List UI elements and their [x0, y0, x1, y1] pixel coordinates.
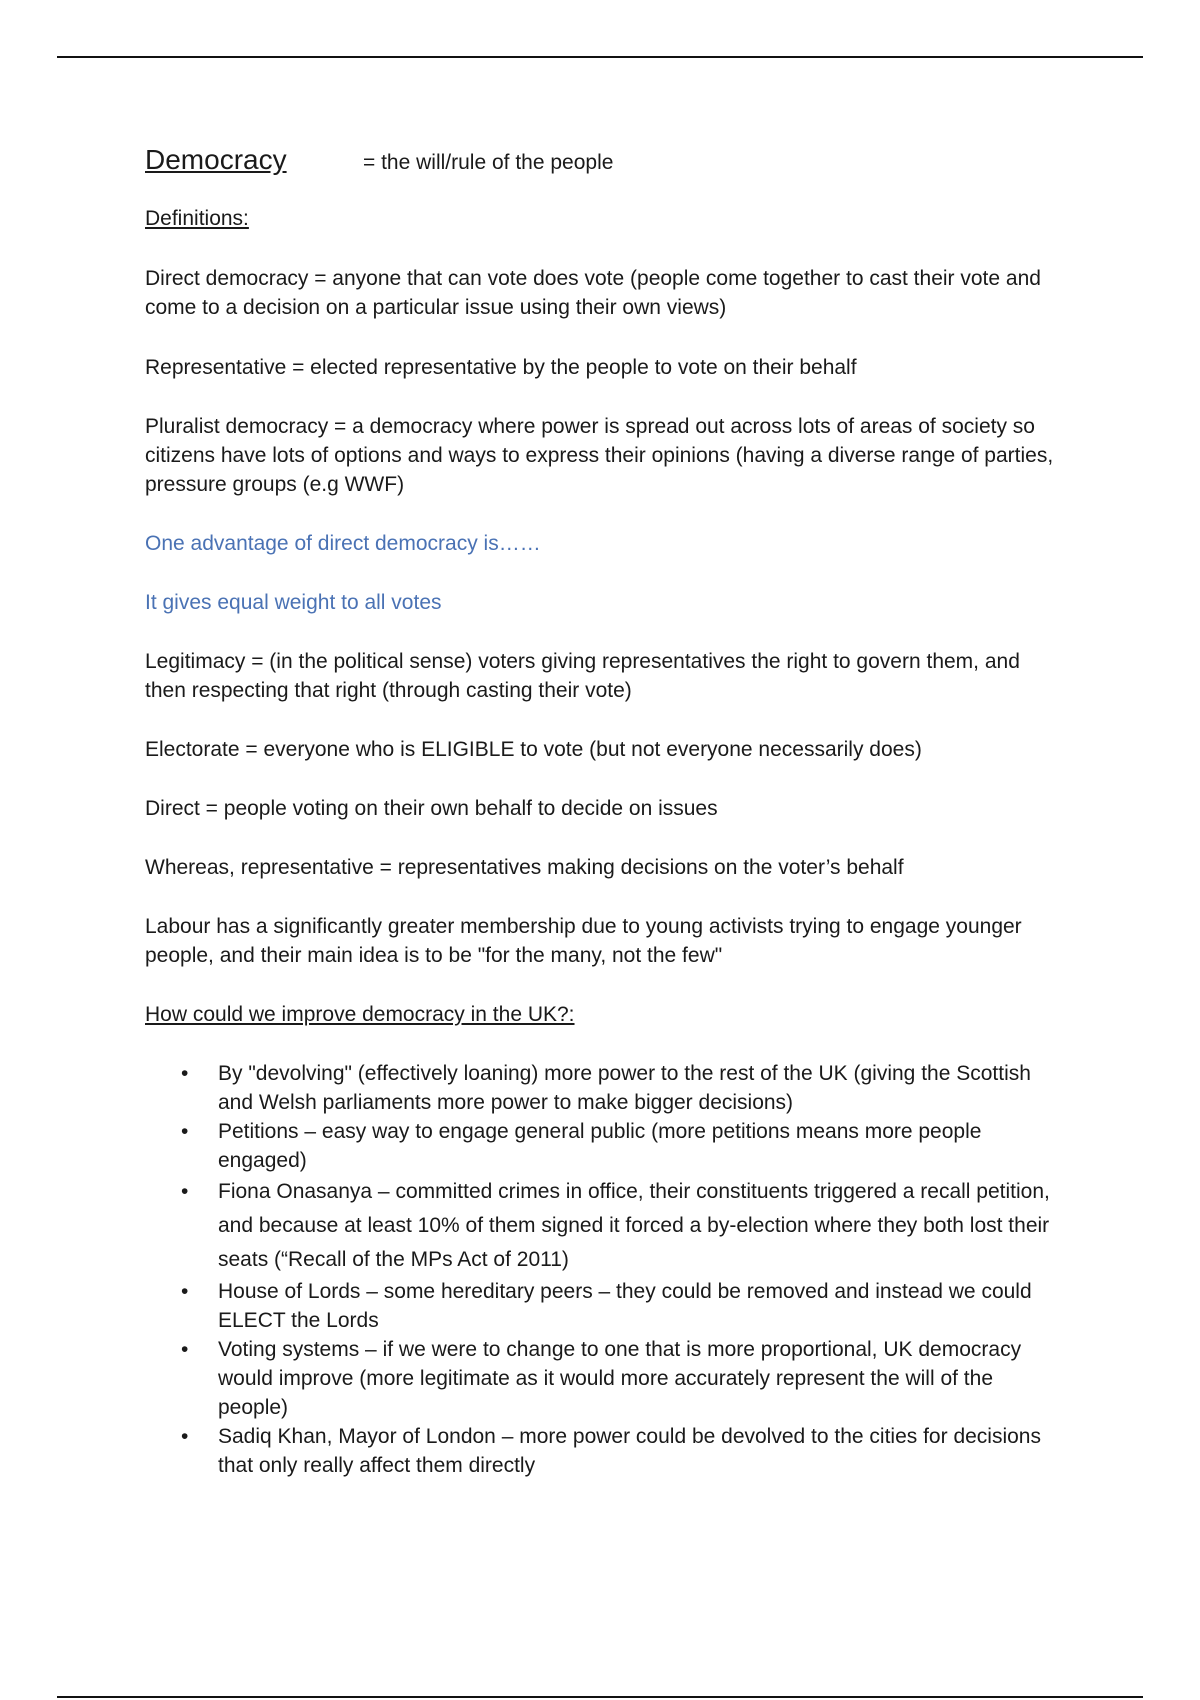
- list-item-text: Sadiq Khan, Mayor of London – more power could be devolved to the cities for decisions that only really affect them directly: [218, 1425, 1041, 1477]
- bullet-icon: •: [181, 1280, 189, 1303]
- paragraph-legitimacy: Legitimacy = (in the political sense) voters giving representatives the right to govern them, and then respecting that right (through casting their vote): [145, 650, 1020, 702]
- bullet-icon: •: [181, 1120, 189, 1143]
- bullet-icon: •: [181, 1180, 189, 1203]
- list-item: [145, 1117, 1065, 1175]
- document-body: [145, 145, 1065, 1480]
- list-item-text: Petitions – easy way to engage general public (more petitions means more people engaged): [218, 1120, 982, 1172]
- list-item: [145, 1175, 1065, 1277]
- list-item: [145, 1422, 1065, 1480]
- header-rule: [57, 56, 1143, 58]
- list-item-text: House of Lords – some hereditary peers – they could be removed and instead we could ELECT the Lords: [218, 1280, 1032, 1332]
- paragraph-labour: Labour has a significantly greater membership due to young activists trying to engage younger people, and their main idea is to be "for the many, not the few": [145, 915, 1022, 967]
- advantage-question: One advantage of direct democracy is……: [145, 532, 541, 555]
- paragraph-direct-democracy: Direct democracy = anyone that can vote does vote (people come together to cast their vote and come to a decision on a particular issue using their own views): [145, 267, 1041, 319]
- footer-rule: [57, 1696, 1143, 1698]
- bullet-icon: •: [181, 1425, 189, 1448]
- definitions-label: Definitions:: [145, 207, 249, 230]
- paragraph-whereas: Whereas, representative = representatives making decisions on the voter’s behalf: [145, 856, 904, 879]
- improve-heading: How could we improve democracy in the UK?:: [145, 1003, 575, 1026]
- bullet-icon: •: [181, 1338, 189, 1361]
- list-item-text: Fiona Onasanya – committed crimes in office, their constituents triggered a recall petition, and because at least 10% of them signed it forced a by-election where they both lost their seats (“Recall of the MPs Act of 2011): [218, 1180, 1050, 1271]
- page-title: Democracy: [145, 144, 287, 175]
- list-item: [145, 1059, 1065, 1117]
- paragraph-pluralist: Pluralist democracy = a democracy where power is spread out across lots of areas of society so citizens have lots of options and ways to express their opinions (having a diverse range of parties, pressure groups (e.g WWF): [145, 415, 1054, 496]
- bullet-icon: •: [181, 1062, 189, 1085]
- paragraph-direct-short: Direct = people voting on their own behalf to decide on issues: [145, 797, 718, 820]
- list-item: [145, 1277, 1065, 1335]
- title-definition: = the will/rule of the people: [363, 151, 614, 174]
- advantage-answer: It gives equal weight to all votes: [145, 591, 442, 614]
- list-item-text: Voting systems – if we were to change to one that is more proportional, UK democracy would improve (more legitimate as it would more accurately represent the will of the people): [218, 1338, 1022, 1419]
- list-item-text: By "devolving" (effectively loaning) more power to the rest of the UK (giving the Scottish and Welsh parliaments more power to make bigger decisions): [218, 1062, 1031, 1114]
- paragraph-representative: Representative = elected representative by the people to vote on their behalf: [145, 356, 857, 379]
- title-row: [145, 145, 1065, 189]
- list-item: [145, 1335, 1065, 1422]
- paragraph-electorate: Electorate = everyone who is ELIGIBLE to vote (but not everyone necessarily does): [145, 738, 922, 761]
- improvement-list: [145, 1059, 1065, 1480]
